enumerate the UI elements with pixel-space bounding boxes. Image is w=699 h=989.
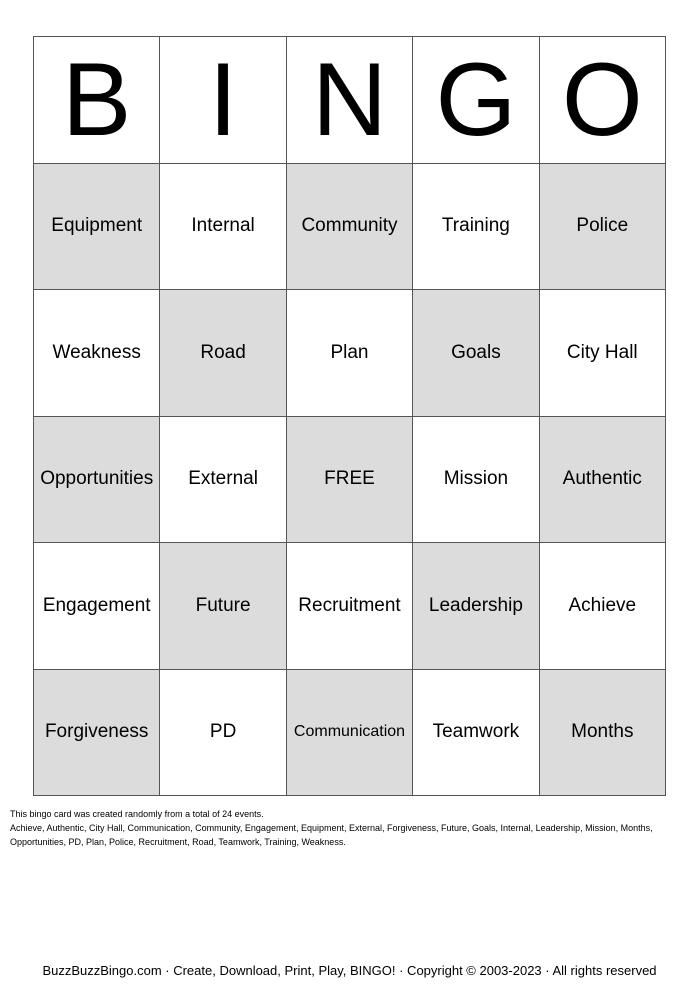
- bingo-cell: Months: [540, 670, 666, 797]
- bingo-cell: Communication: [287, 670, 413, 797]
- header-letter-i: I: [160, 37, 286, 164]
- bingo-cell: Police: [540, 164, 666, 291]
- bingo-cell: Training: [413, 164, 539, 291]
- page-footer: BuzzBuzzBingo.com · Create, Download, Print, Play, BINGO! · Copyright © 2003-2023 · All rights reserved: [42, 963, 657, 978]
- bingo-cell: Engagement: [34, 543, 160, 670]
- bingo-cell: Goals: [413, 290, 539, 417]
- bingo-cell: Road: [160, 290, 286, 417]
- bingo-card: [33, 36, 666, 796]
- bingo-cell: Internal: [160, 164, 286, 291]
- note-line: Opportunities, PD, Plan, Police, Recruitment, Road, Teamwork, Training, Weakness.: [10, 837, 346, 847]
- bingo-cell: Authentic: [540, 417, 666, 544]
- bingo-cell: External: [160, 417, 286, 544]
- bingo-cell: Leadership: [413, 543, 539, 670]
- bingo-cell: City Hall: [540, 290, 666, 417]
- bingo-cell: Achieve: [540, 543, 666, 670]
- bingo-cell: Weakness: [34, 290, 160, 417]
- bingo-cell: Plan: [287, 290, 413, 417]
- header-letter-b: B: [34, 37, 160, 164]
- bingo-cell: Forgiveness: [34, 670, 160, 797]
- bingo-cell: PD: [160, 670, 286, 797]
- card-note: [10, 807, 690, 849]
- bingo-cell: Recruitment: [287, 543, 413, 670]
- header-letter-g: G: [413, 37, 539, 164]
- bingo-cell: Teamwork: [413, 670, 539, 797]
- bingo-cell: Opportunities: [34, 417, 160, 544]
- note-line: Achieve, Authentic, City Hall, Communication, Community, Engagement, Equipment, External, Forgiveness, Future, Goals, Internal, Leadership, Mission, Months,: [10, 823, 653, 833]
- header-letter-n: N: [287, 37, 413, 164]
- bingo-cell: Mission: [413, 417, 539, 544]
- header-letter-o: O: [540, 37, 666, 164]
- bingo-free-cell: FREE: [287, 417, 413, 544]
- bingo-cell: Equipment: [34, 164, 160, 291]
- bingo-cell: Community: [287, 164, 413, 291]
- bingo-cell: Future: [160, 543, 286, 670]
- note-line: This bingo card was created randomly from a total of 24 events.: [10, 809, 264, 819]
